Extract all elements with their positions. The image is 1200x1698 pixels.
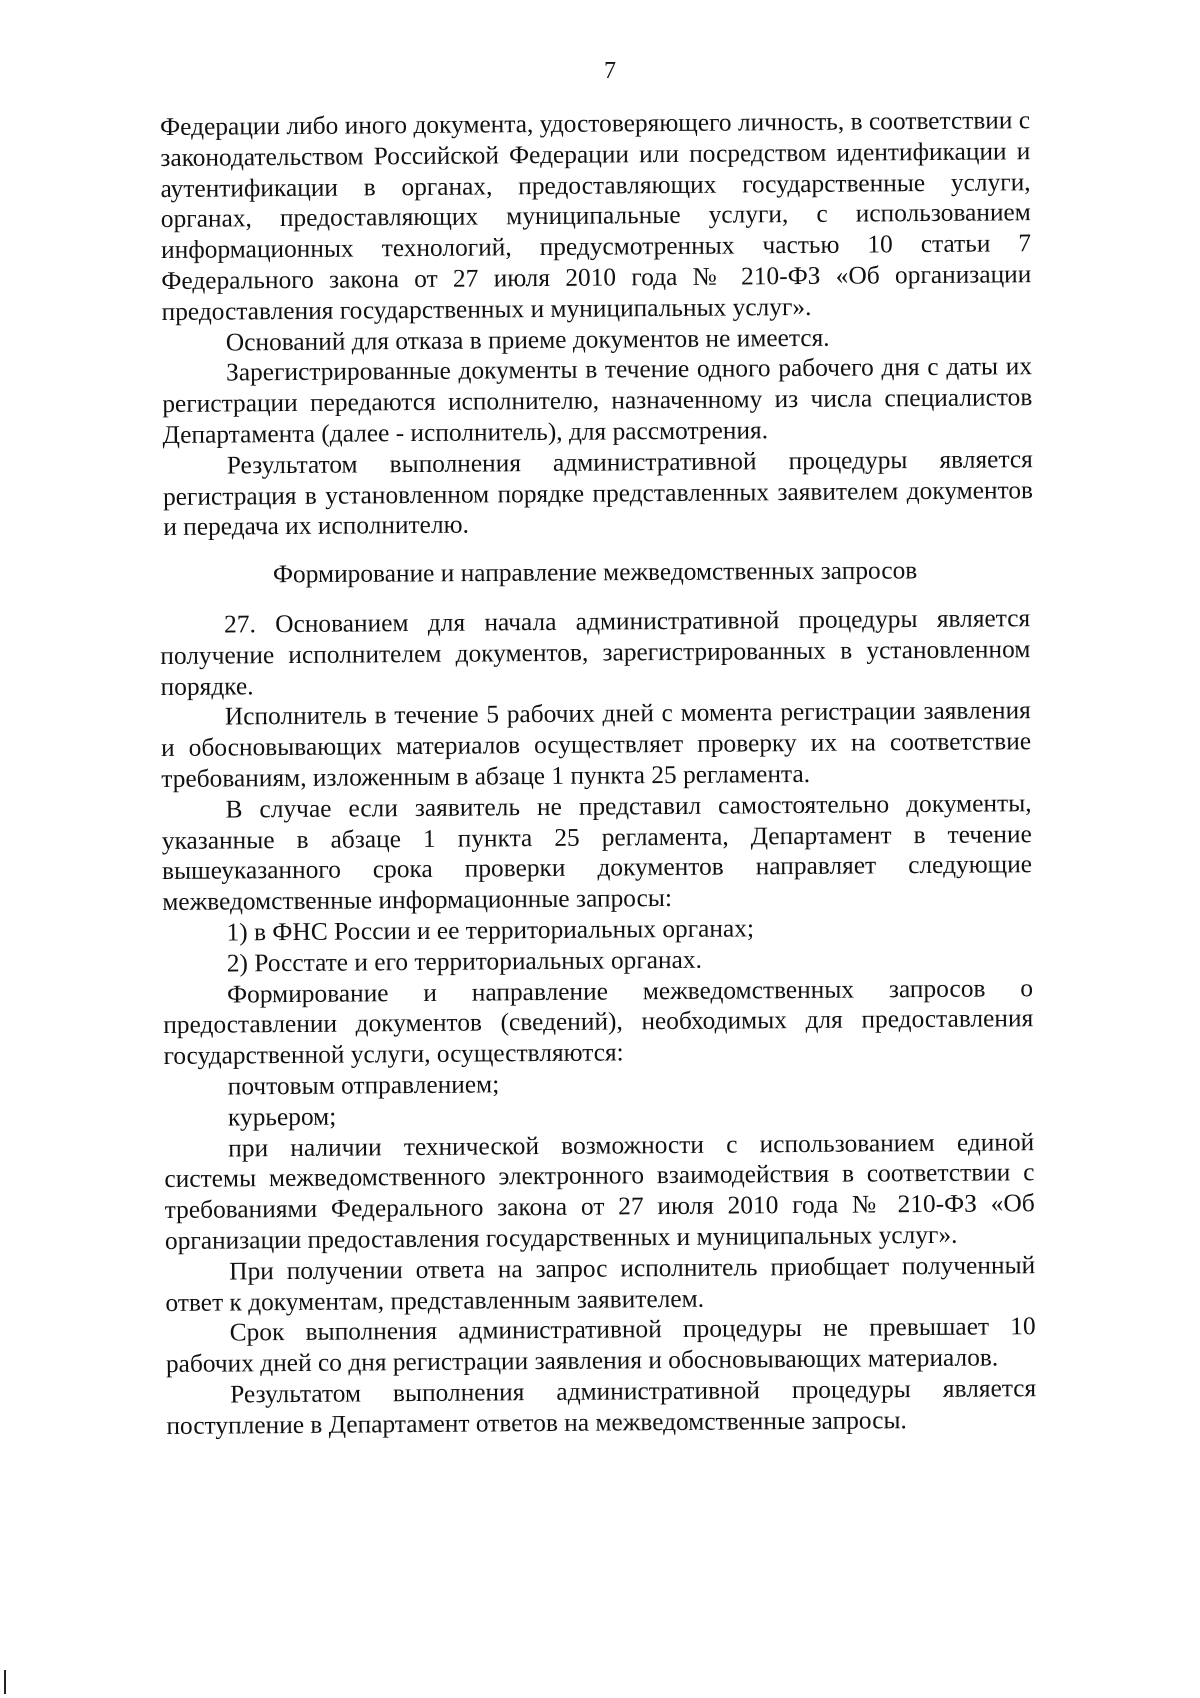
section-heading: Формирование и направление межведомственных запросов <box>272 556 918 589</box>
paragraph-response-attached: При получении ответа на запрос исполнитель приобщает полученный ответ к документам, представленным заявителем. <box>165 1250 1036 1317</box>
paragraph-request-methods: Формирование и направление межведомственных запросов о предоставлении документов (сведений), необходимых для предоставления государственной услуги, осуществляются: <box>163 973 1034 1071</box>
list-item-courier: курьером; <box>227 1102 337 1132</box>
page-number: 7 <box>604 58 616 84</box>
paragraph-result-responses: Результатом выполнения административной процедуры является поступление в Департамент ответов на межведомственные запросы. <box>166 1374 1037 1440</box>
paragraph-item-27: 27. Основанием для начала административной процедуры является получение исполнителем документов, зарегистрированных в установленном порядке. <box>160 604 1031 701</box>
paragraph-registered-docs: Зарегистрированные документы в течение одного рабочего дня с даты их регистрации передаются исполнителю, назначенному из числа специалистов Департамента (далее - исполнитель), для рассмотрения. <box>162 352 1033 449</box>
paragraph-interagency-requests: В случае если заявитель не представил самостоятельно документы, указанные в абзаце 1 пункта 25 регламента, Департамент в течение вышеуказанного срока проверки документов направляет следующие межведомственные информационные запросы: <box>161 788 1033 917</box>
list-item-rosstat: 2) Росстате и его территориальных органах. <box>226 945 702 978</box>
paragraph-no-refusal: Оснований для отказа в приеме документов не имеется. <box>225 323 830 357</box>
bottom-text-block <box>160 603 1037 1441</box>
paragraph-continuation: Федерации либо иного документа, удостоверяющего личность, в соответствии с законодательством Российской Федерации или посредством идентификации и аутентификации в органах, предоставляющих государственные услуги, органах, предоставляющих муниципальные услуги, с использованием информационных технологий, предусмотренных частью 10 статьи 7 Федерального закона от 27 июля 2010 года № 210-ФЗ «Об организации предоставления государственных и муниципальных услуг». <box>160 106 1032 326</box>
paragraph-result-registration: Результатом выполнения административной процедуры является регистрация в установленном порядке представленных заявителем документов и передача их исполнителю. <box>162 444 1034 542</box>
list-item-mail: почтовым отправлением; <box>227 1070 500 1101</box>
list-item-fns: 1) в ФНС России и ее территориальных органах; <box>226 914 755 947</box>
paragraph-electronic-interaction: при наличии технической возможности с использованием единой системы межведомственного электронного взаимодействия в соответствии с требованиями Федерального закона от 27 июля 2010 года № 210-ФЗ «Об организации предоставления государственных и муниципальных услуг». <box>164 1127 1035 1255</box>
paragraph-executor-check: Исполнитель в течение 5 рабочих дней с момента регистрации заявления и обосновывающих материалов осуществляет проверку их на соответствие требованиям, изложенным в абзаце 1 пункта 25 регламента. <box>160 696 1032 793</box>
top-text-block <box>160 105 1033 543</box>
paragraph-time-limit: Срок выполнения административной процедуры не превышает 10 рабочих дней со дня регистрации заявления и обосновывающих материалов. <box>165 1312 1036 1379</box>
scan-edge-mark <box>4 1670 6 1694</box>
